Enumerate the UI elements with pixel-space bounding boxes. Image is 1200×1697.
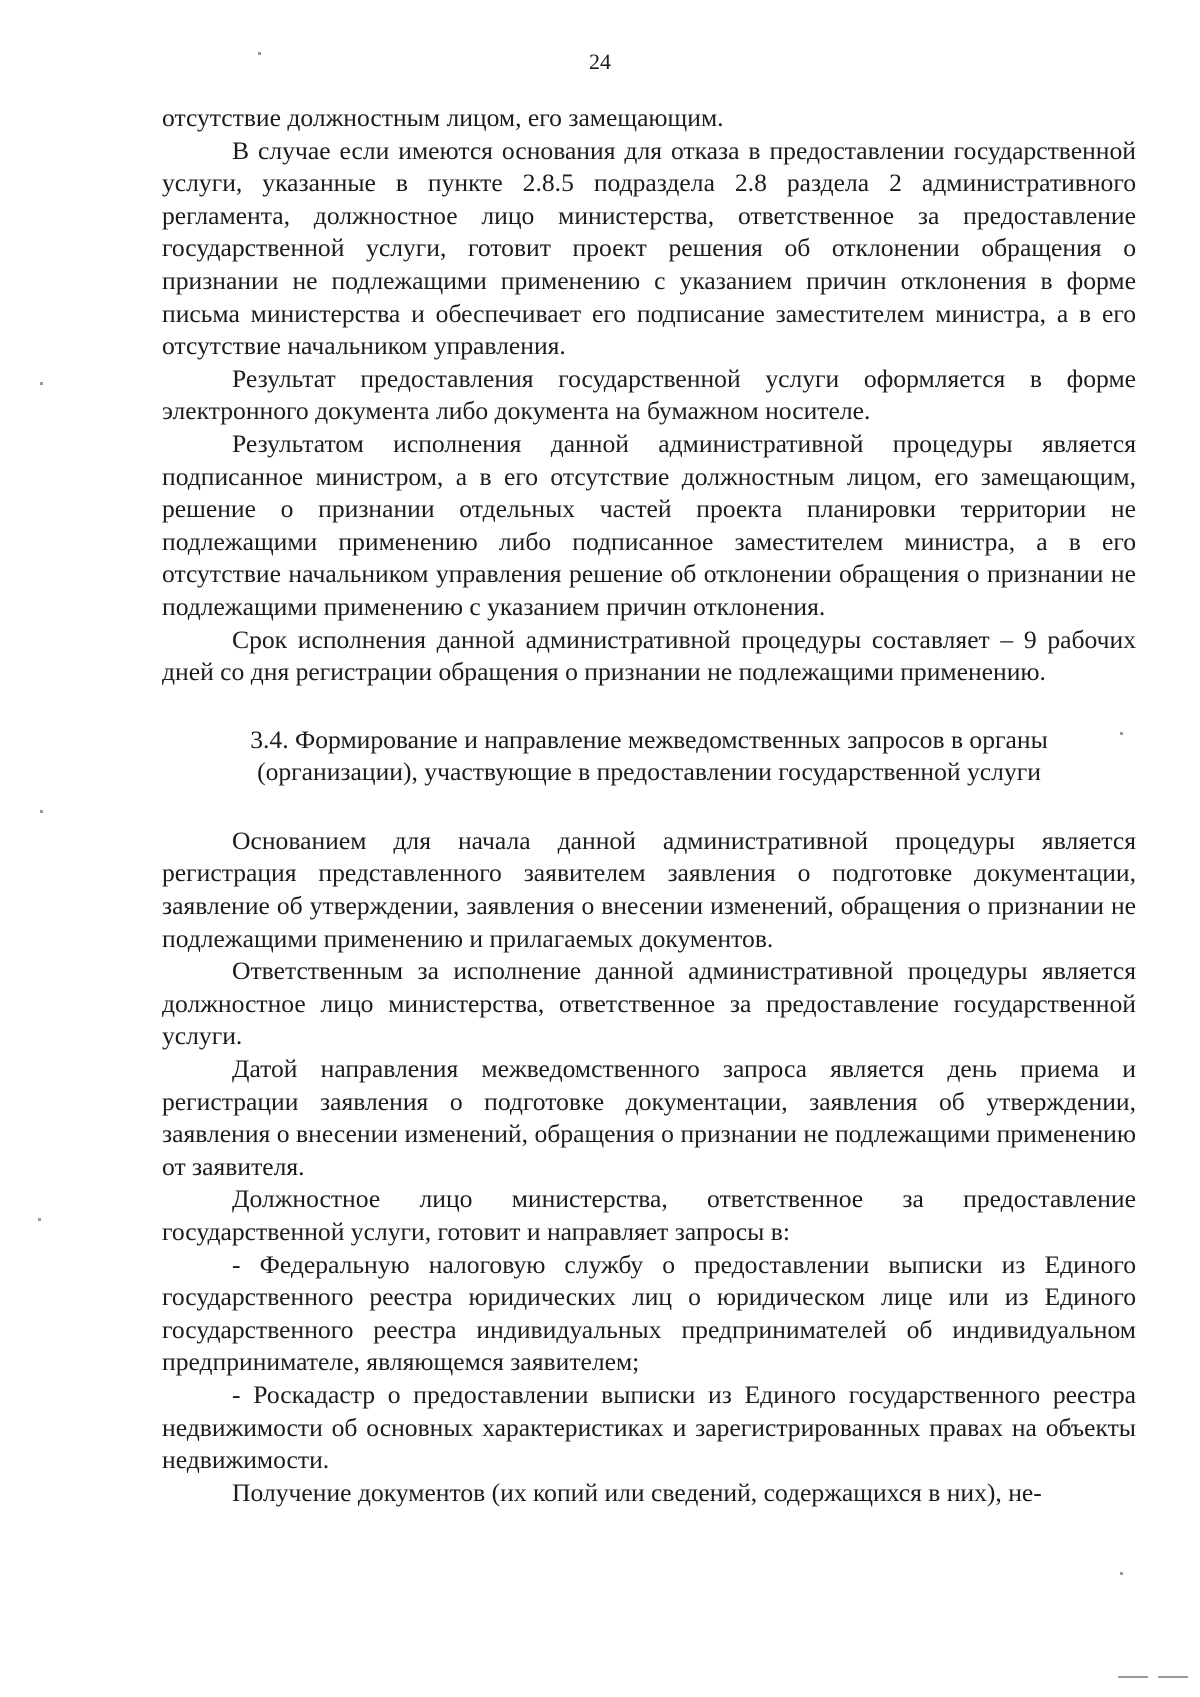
paragraph: Результат предоставления государственной услуги оформляется в форме электронного документа либо документа на бумажном носителе. — [162, 363, 1136, 426]
paragraph: отсутствие должностным лицом, его замещающим. — [162, 103, 724, 132]
scan-artifact-line — [1118, 1676, 1148, 1678]
paragraph: Ответственным за исполнение данной административной процедуры является должностное лицо министерства, ответственное за предоставление государственной услуги. — [162, 956, 1136, 1051]
page-number: 24 — [589, 49, 611, 74]
list-item: - Федеральную налоговую службу о предоставлении выписки из Единого государственного реестра юридических лиц о юридическом лице или из Единого государственного реестра индивидуальных предпринимателей об индивидуальном предпринимателе, являющемся заявителем; — [162, 1249, 1136, 1377]
scan-artifact-dot — [1120, 1572, 1123, 1575]
paragraph: Получение документов (их копий или сведений, содержащихся в них), не- — [232, 1477, 1042, 1507]
paragraph: Основанием для начала данной административной процедуры является регистрация представленного заявителем заявления о подготовке документации, заявление об утверждении, заявления о внесении изменений, обращения о признании не подлежащими применению и прилагаемых документов. — [162, 825, 1136, 953]
scan-artifact-dot — [40, 382, 43, 385]
section-heading: 3.4. Формирование и направление межведомственных запросов в органы (организации), участвующие в предоставлении государственной услуги — [250, 724, 1048, 787]
scan-artifact-line — [1158, 1676, 1188, 1678]
scan-artifact-dot — [40, 810, 43, 813]
paragraph: Датой направления межведомственного запроса является день приема и регистрации заявления о подготовке документации, заявления об утверждении, заявления о внесении изменений, обращения о признании не подлежащими применению от заявителя. — [162, 1054, 1136, 1181]
paragraph: Должностное лицо министерства, ответственное за предоставление государственной услуги, готовит и направляет запросы в: — [162, 1184, 1136, 1246]
paragraph: В случае если имеются основания для отказа в предоставлении государственной услуги, указанные в пункте 2.8.5 подраздела 2.8 раздела 2 административного регламента, должностное лицо министерства, ответственное за предоставление государственной услуги, готовит проект решения об отклонении обращения о признании не подлежащими применению с указанием причин отклонения в форме письма министерства и обеспечивает его подписание заместителем министра, а в его отсутствие начальником управления. — [162, 135, 1136, 361]
list-item: - Роскадастр о предоставлении выписки из Единого государственного реестра недвижимости об основных характеристиках и зарегистрированных правах на объекты недвижимости. — [162, 1379, 1136, 1475]
paragraph: Результатом исполнения данной административной процедуры является подписанное министром, а в его отсутствие должностным лицом, его замещающим, решение о признании отдельных частей проекта планировки территории не подлежащими применению либо подписанное заместителем министра, а в его отсутствие начальником управления решение об отклонении обращения о признании не подлежащими применению с указанием причин отклонения. — [162, 428, 1136, 621]
paragraph: Срок исполнения данной административной процедуры составляет – 9 рабочих дней со дня регистрации обращения о признании не подлежащими применению. — [162, 624, 1136, 687]
scan-artifact-dot — [1120, 732, 1123, 735]
document-body — [162, 102, 1136, 1509]
scan-artifact-dot — [258, 52, 261, 55]
scan-artifact-dot — [38, 1218, 41, 1221]
